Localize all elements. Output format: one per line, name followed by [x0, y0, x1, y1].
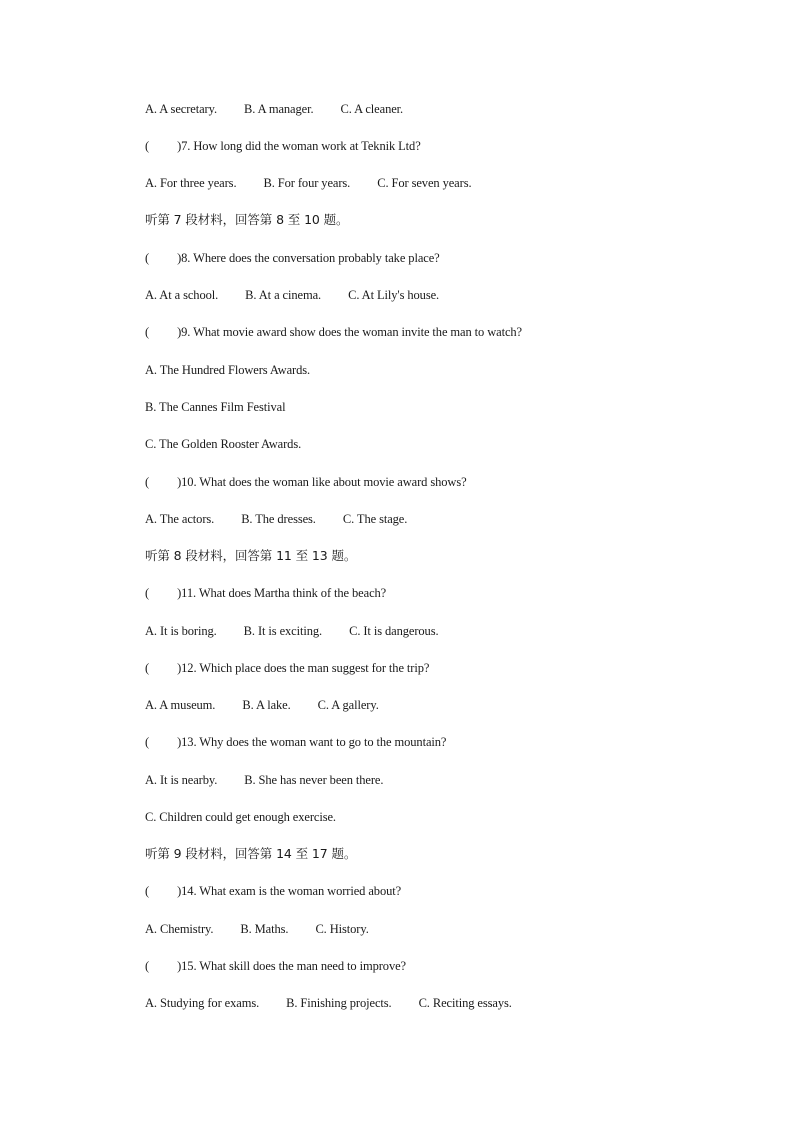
answer-blank-open: (: [145, 475, 150, 489]
option-row: [145, 697, 379, 713]
answer-option: C. For seven years.: [377, 176, 472, 190]
answer-blank-close: ): [177, 586, 182, 600]
question-line: [145, 250, 440, 266]
answer-option: B. At a cinema.: [245, 288, 322, 302]
question-text: 12. Which place does the man suggest for the trip?: [181, 661, 430, 675]
option-row: [145, 175, 471, 191]
question-line: [145, 324, 522, 340]
answer-option: B. It is exciting.: [243, 624, 323, 638]
answer-blank-open: (: [145, 959, 150, 973]
question-line: [145, 585, 386, 601]
answer-blank-close: ): [177, 475, 182, 489]
answer-blank-open: (: [145, 661, 150, 675]
answer-blank-close: ): [177, 325, 182, 339]
section-heading: 听第 7 段材料，回答第 8 至 10 题。: [145, 212, 349, 227]
answer-option: A. Chemistry.: [145, 922, 214, 936]
answer-option: C. The Golden Rooster Awards.: [145, 437, 302, 451]
answer-blank-close: ): [177, 884, 182, 898]
answer-option: A. For three years.: [145, 176, 237, 190]
answer-option: A. A museum.: [145, 698, 216, 712]
answer-option: A. A secretary.: [145, 102, 217, 116]
answer-blank-open: (: [145, 735, 150, 749]
question-line: [145, 883, 401, 899]
question-text: 9. What movie award show does the woman invite the man to watch?: [181, 325, 523, 339]
question-line: [145, 474, 467, 490]
answer-blank-open: (: [145, 139, 150, 153]
question-line: [145, 734, 446, 750]
question-text: 15. What skill does the man need to improve?: [181, 959, 406, 973]
answer-option: C. Children could get enough exercise.: [145, 810, 336, 824]
option-row: [145, 772, 383, 788]
answer-option: B. For four years.: [263, 176, 351, 190]
answer-option: C. History.: [315, 922, 369, 936]
answer-option: C. A cleaner.: [340, 102, 404, 116]
section-heading: 听第 8 段材料，回答第 11 至 13 题。: [145, 548, 357, 563]
answer-blank-close: ): [177, 661, 182, 675]
option-row: [145, 101, 403, 117]
option-row: [145, 995, 512, 1011]
answer-option: A. The Hundred Flowers Awards.: [145, 363, 311, 377]
answer-option: C. At Lily's house.: [348, 288, 440, 302]
question-line: [145, 660, 429, 676]
answer-blank-close: ): [177, 959, 182, 973]
option-row: [145, 511, 407, 527]
answer-option: A. At a school.: [145, 288, 219, 302]
question-text: 10. What does the woman like about movie award shows?: [181, 475, 467, 489]
answer-option: C. A gallery.: [317, 698, 379, 712]
answer-option: B. She has never been there.: [244, 773, 384, 787]
question-line: [145, 138, 421, 154]
question-text: 8. Where does the conversation probably take place?: [181, 251, 440, 265]
answer-option: A. It is nearby.: [145, 773, 218, 787]
answer-blank-close: ): [177, 139, 182, 153]
answer-option: B. The dresses.: [241, 512, 316, 526]
answer-blank-close: ): [177, 735, 182, 749]
question-text: 14. What exam is the woman worried about?: [181, 884, 402, 898]
answer-blank-open: (: [145, 586, 150, 600]
section-heading: 听第 9 段材料，回答第 14 至 17 题。: [145, 846, 357, 861]
answer-blank-close: ): [177, 251, 182, 265]
question-text: 13. Why does the woman want to go to the mountain?: [181, 735, 447, 749]
answer-option: B. The Cannes Film Festival: [145, 400, 286, 414]
option-row: [145, 623, 439, 639]
answer-option: B. A manager.: [243, 102, 314, 116]
answer-option: C. The stage.: [342, 512, 408, 526]
question-text: 11. What does Martha think of the beach?: [181, 586, 387, 600]
answer-option: A. It is boring.: [145, 624, 217, 638]
answer-option: B. Finishing projects.: [286, 996, 392, 1010]
question-text: 7. How long did the woman work at Teknik Ltd?: [181, 139, 421, 153]
answer-option: B. A lake.: [242, 698, 291, 712]
question-line: [145, 958, 406, 974]
answer-option: C. Reciting essays.: [418, 996, 512, 1010]
answer-option: A. The actors.: [145, 512, 215, 526]
answer-option: B. Maths.: [240, 922, 289, 936]
answer-blank-open: (: [145, 884, 150, 898]
answer-option: C. It is dangerous.: [349, 624, 439, 638]
option-row: [145, 287, 439, 303]
answer-option: A. Studying for exams.: [145, 996, 260, 1010]
answer-blank-open: (: [145, 251, 150, 265]
option-row: [145, 921, 369, 937]
answer-blank-open: (: [145, 325, 150, 339]
